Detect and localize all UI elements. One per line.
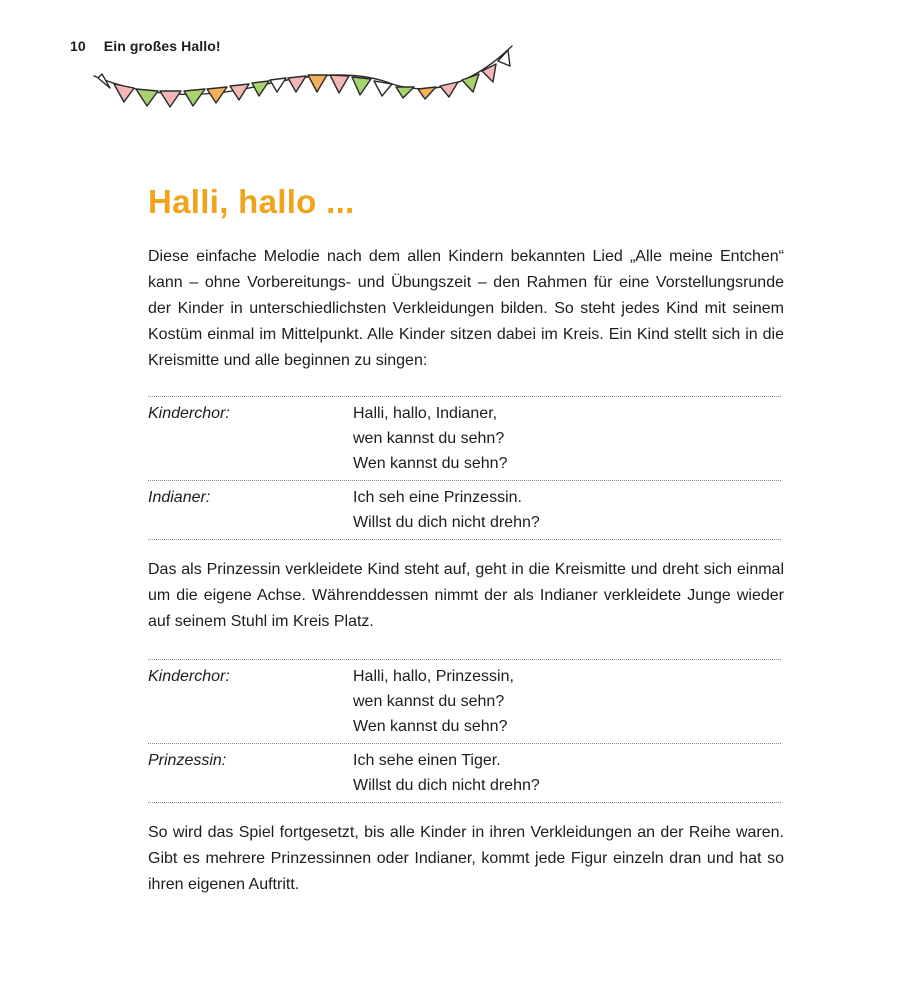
middle-paragraph: Das als Prinzessin verkleidete Kind steht auf, geht in die Kreismitte und dreht sich einmal um die eigene Achse. Währenddessen nimmt der als Indianer verkleidete Junge wieder auf seinem Stuhl im Kreis Platz.: [148, 561, 784, 630]
song-line: Willst du dich nicht drehn?: [353, 514, 540, 531]
song-dialog-2: [148, 659, 781, 803]
dialog-row: [148, 480, 781, 540]
song-line: Willst du dich nicht drehn?: [353, 777, 540, 794]
song-line: wen kannst du sehn?: [353, 693, 505, 710]
bunting-garland-icon: [92, 38, 522, 118]
song-lines: [353, 485, 540, 535]
song-line: Halli, hallo, Prinzessin,: [353, 668, 514, 685]
song-line: Ich sehe einen Tiger.: [353, 752, 501, 769]
page-title: Halli, hallo ...: [148, 183, 355, 220]
song-line: wen kannst du sehn?: [353, 430, 505, 447]
song-line: Wen kannst du sehn?: [353, 455, 508, 472]
running-title: Ein großes Hallo!: [103, 38, 221, 54]
song-lines: [353, 664, 514, 739]
song-lines: [353, 401, 507, 476]
dialog-row: [148, 396, 781, 480]
speaker-label: Prinzessin:: [148, 752, 227, 769]
outro-paragraph: So wird das Spiel fortgesetzt, bis alle Kinder in ihren Verkleidungen an der Reihe waren. Gibt es mehrere Prinzessinnen oder Indianer, kommt jede Figur einzeln dran und hat so ihren eigenen Auftritt.: [148, 824, 784, 893]
dialog-row: [148, 659, 781, 743]
speaker-label: Indianer:: [148, 489, 211, 506]
dialog-row: [148, 743, 781, 803]
song-line: Ich seh eine Prinzessin.: [353, 489, 522, 506]
speaker-label: Kinderchor:: [148, 668, 230, 685]
page-number: 10: [70, 38, 86, 54]
song-lines: [353, 748, 540, 798]
speaker-label: Kinderchor:: [148, 405, 230, 422]
song-line: Wen kannst du sehn?: [353, 718, 508, 735]
song-line: Halli, hallo, Indianer,: [353, 405, 498, 422]
intro-paragraph: Diese einfache Melodie nach dem allen Kindern bekannten Lied „Alle meine Entchen“ kann – ohne Vorbereitungs- und Übungszeit – den Rahmen für eine Vorstellungsrunde der Kinder in unterschiedlichsten Verkleidungen bilden. So steht jedes Kind mit seinem Kostüm einmal im Mittelpunkt. Alle Kinder sitzen dabei im Kreis. Ein Kind stellt sich in die Kreismitte und alle beginnen zu singen:: [148, 248, 784, 369]
song-dialog-1: [148, 396, 781, 540]
